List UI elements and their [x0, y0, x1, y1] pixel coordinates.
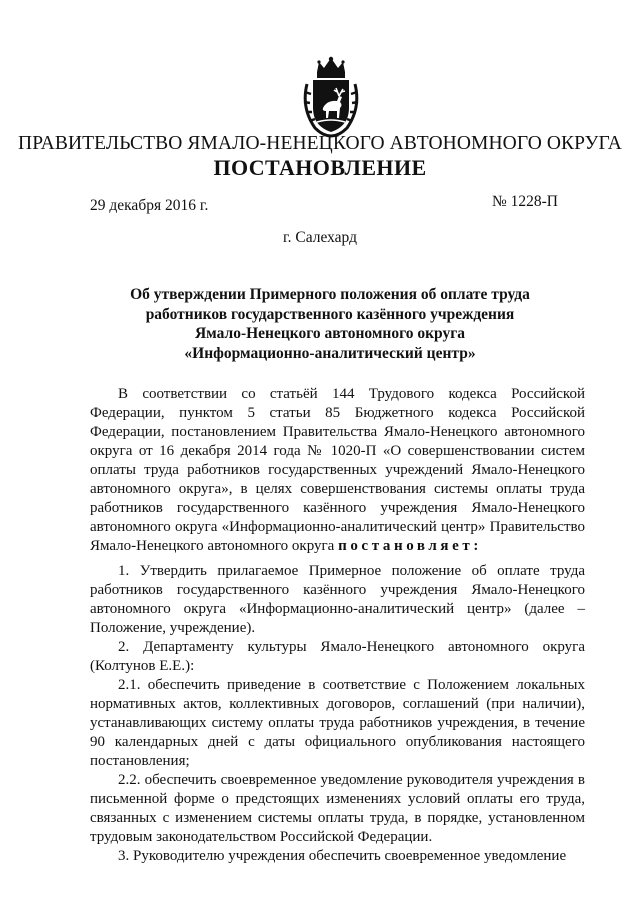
- decree-title: Об утверждении Примерного положения об оплате труда работников государственного казённого учреждения Ямало-Ненецкого автономного округа «Информационно-аналитический центр»: [130, 286, 530, 362]
- document-type: ПОСТАНОВЛЕНИЕ: [213, 155, 427, 180]
- decree-number: № 1228-П: [491, 193, 558, 210]
- crown-icon: [317, 57, 345, 78]
- item-3: 3. Руководителю учреждения обеспечить своевременное уведомление: [118, 848, 567, 864]
- item-1: 1. Утвердить прилагаемое Примерное положение об оплате труда работников государственного казённого учреждения Ямало-Ненецкого автономного округа «Информационно-аналитический центр» (далее – Положение, учреждение).: [90, 563, 585, 636]
- preamble-text: В соответствии со статьёй 144 Трудового кодекса Российской Федерации, пунктом 5 статьи 85 Бюджетного кодекса Российской Федерации, постановлением Правительства Ямало-Ненецкого автономного округа от 16 декабря 2014 года № 1020-П «О совершенствовании систем оплаты труда работников государственных учреждений Ямало-Ненецкого автономного округа», в целях совершенствования системы оплаты труда работников государственного казённого учреждения Ямало-Ненецкого автономного округа «Информационно-аналитический центр» Правительство Ямало-Ненецкого автономного округа: [90, 386, 585, 554]
- decree-city: г. Салехард: [283, 229, 357, 246]
- item-2-2: 2.2. обеспечить своевременное уведомление руководителя учреждения в письменной форме о предстоящих изменениях условий оплаты его труда, связанных с изменением системы оплаты труда, в порядке, установленном трудовым законодательством Российской Федерации.: [90, 772, 585, 845]
- decree-date: 29 декабря 2016 г.: [90, 197, 209, 214]
- decides-word: постановляет:: [338, 538, 482, 554]
- government-name: ПРАВИТЕЛЬСТВО ЯМАЛО-НЕНЕЦКОГО АВТОНОМНОГО ОКРУГА: [18, 133, 622, 154]
- item-2: 2. Департаменту культуры Ямало-Ненецкого автономного округа (Колтунов Е.Е.):: [90, 639, 585, 674]
- coat-of-arms-emblem: [299, 56, 363, 138]
- preamble-paragraph: [90, 385, 585, 556]
- decree-items: [90, 562, 585, 866]
- item-2-1: 2.1. обеспечить приведение в соответствие с Положением локальных нормативных актов, коллективных договоров, соглашений (при наличии), устанавливающих систему оплаты труда работников учреждения, в течение 90 календарных дней с даты официального опубликования настоящего постановления;: [90, 677, 585, 769]
